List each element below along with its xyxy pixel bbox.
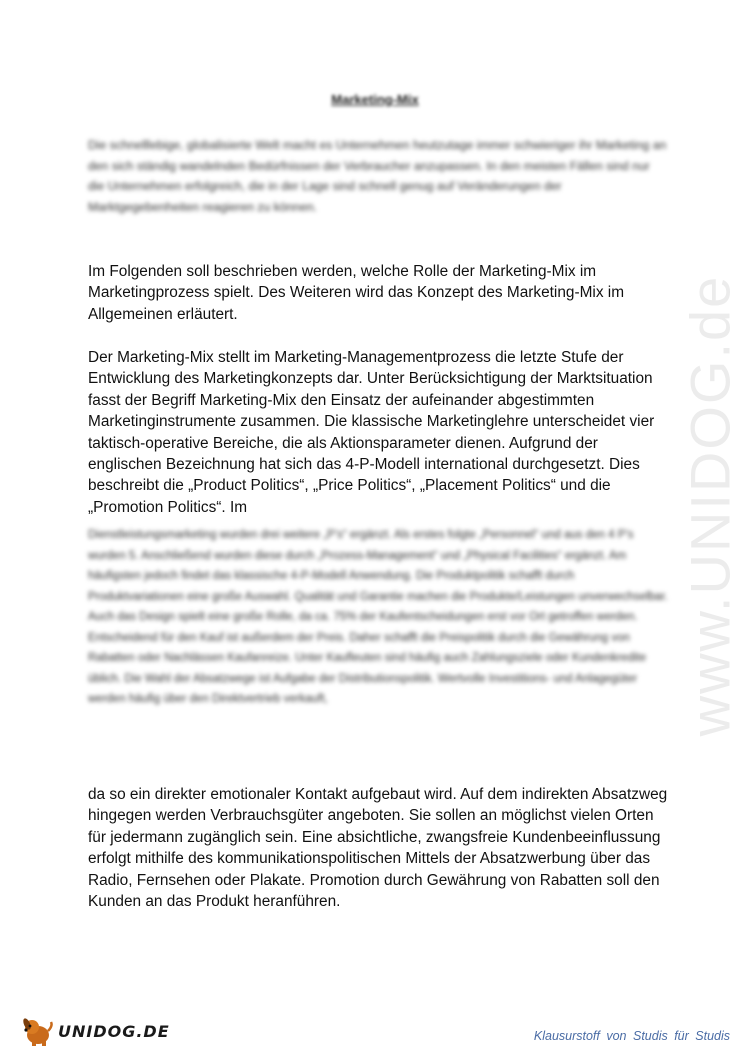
paragraph-2: Im Folgenden soll beschrieben werden, welche Rolle der Marketing-Mix im Marketingprozess spielt. Des Weiteren wird das Konzept des Marketing-Mix im Allgemeinen erläutert.: [88, 263, 625, 323]
blurred-paragraph: Dienstleistungsmarketing wurden drei weitere „P’s“ ergänzt. Als erstes folgte „Personnel“ und aus den 4 P’s wurden 5. Anschließend wurden diese durch „Prozess-Management“ und „Physical Facilities“ ergänzt. Am häufigsten jedoch findet das klassische 4-P-Modell Anwendung. Die Produktpolitik schafft durch Produktvariationen eine große Auswahl. Qualität und Garantie machen die Produkte/Leistungen unverwechselbar. Auch das Design spielt eine große Rolle, da ca. 75% der Kaufentscheidungen erst vor Ort getroffen werden. Entscheidend für den Kauf ist außerdem der Preis. Daher schafft die Preispolitik durch die Gewährung von Rabatten oder Nachlässen Kaufanreize. Unter Kaufleuten sind häufig auch Zahlungsziele oder Kundenkredite üblich. Die Wahl der Absatzwege ist Aufgabe der Distributionspolitik. Wertvolle Investitions- und Anlagegüter werden häufig über den Direktvertrieb verkauft,: [88, 529, 668, 705]
footer-logo: [20, 1014, 170, 1048]
footer-tagline: Klausurstoff von Studis für Studis: [533, 1029, 730, 1043]
paragraph-3: Der Marketing-Mix stellt im Marketing-Managementprozess die letzte Stufe der Entwicklung des Marketingkonzepts dar. Unter Berücksichtigung der Marktsituation fasst der Begriff Marketing-Mix den Einsatz der aufeinander abgestimmten Marketinginstrumente zusammen. Die klassische Marketinglehre unterscheidet vier taktisch-operative Bereiche, die als Aktionsparameter dienen. Aufgrund der englischen Bezeichnung hat sich das 4-P-Modell international durchgesetzt. Dies beschreibt die „Product Politics“, „Price Politics“, „Placement Politics“ und die „Promotion Politics“. Im: [88, 349, 655, 516]
document-title: Marketing-Mix: [331, 92, 419, 107]
dog-mascot-icon: [20, 1014, 54, 1048]
paragraph-end: da so ein direkter emotionaler Kontakt aufgebaut wird. Auf dem indirekten Absatzweg hingegen werden Verbrauchsgüter angeboten. Sie sollen an möglichst vielen Orten für jedermann zugänglich sein. Eine absichtliche, zwangsfreie Kundenbeeinflussung erfolgt mithilfe des kommunikationspolitischen Mittels der Absatzwerbung über das Radio, Fernsehen oder Plakate. Promotion durch Gewährung von Rabatten soll den Kunden an das Produkt heranführen.: [88, 786, 668, 911]
watermark-text: www.UNIDOG.de: [678, 274, 742, 736]
intro-paragraph: Die schnelllebige, globalisierte Welt macht es Unternehmen heutzutage immer schwieriger ihr Marketing an den sich ständig wandelnden Bedürfnissen der Verbraucher anzupassen. In den meisten Fällen sind nur die Unternehmen erfolgreich, die in der Lage sind schnell genug auf Veränderungen der Marktgegebenheiten reagieren zu können.: [88, 138, 667, 214]
watermark: [665, 270, 750, 740]
logo-text: UNIDOG.DE: [58, 1021, 170, 1041]
